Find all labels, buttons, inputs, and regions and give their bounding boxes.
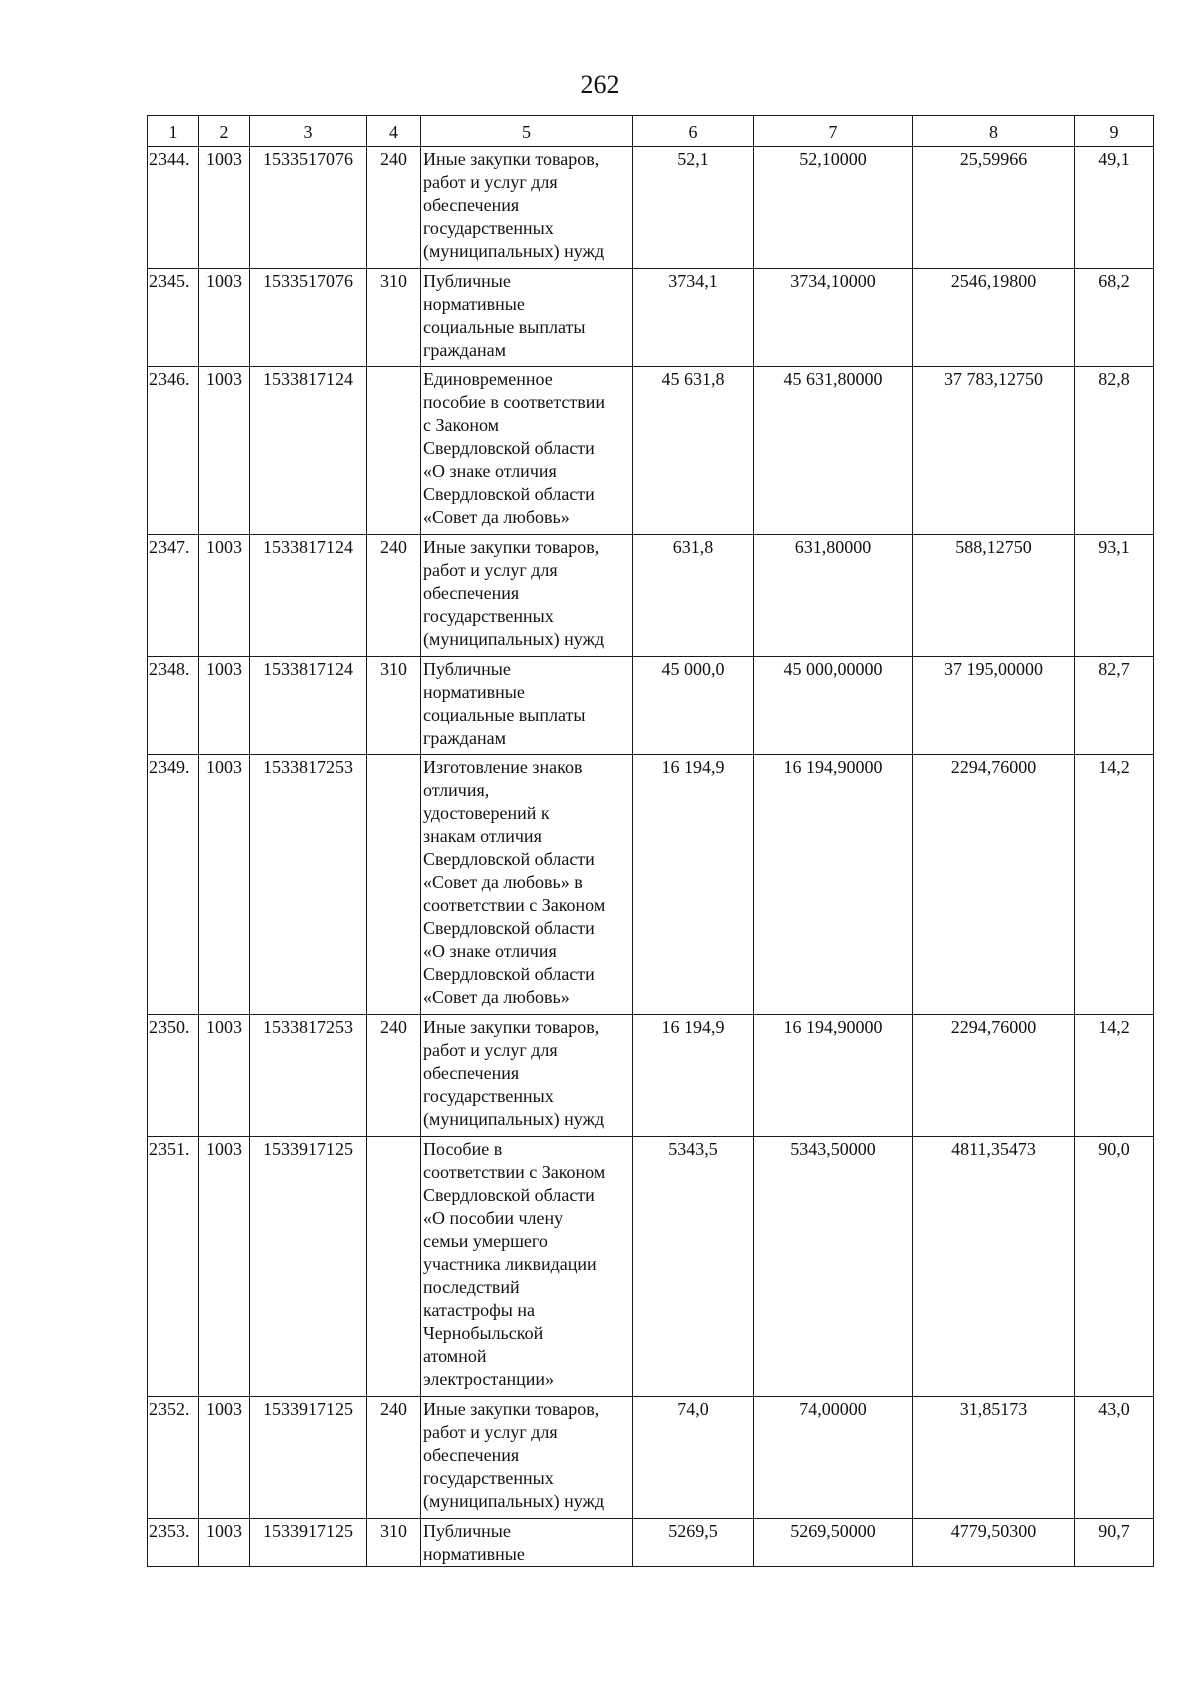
description-cell: Единовременное пособие в соответствии с Законом Свердловской области «О знаке отличия Свердловской области «Совет да любовь» [421, 367, 633, 535]
executed-amount-cell: 2294,76000 [913, 1015, 1075, 1137]
expense-kind-cell: 310 [367, 1519, 421, 1567]
approved-amount-cell: 5269,50000 [754, 1519, 913, 1567]
section-code-cell: 1003 [199, 1015, 250, 1137]
approved-amount-cell: 45 631,80000 [754, 367, 913, 535]
table-row [148, 755, 1154, 1015]
approved-amount-cell: 5343,50000 [754, 1137, 913, 1397]
executed-amount-cell: 37 783,12750 [913, 367, 1075, 535]
expense-kind-cell: 240 [367, 1015, 421, 1137]
description-cell: Иные закупки товаров, работ и услуг для обеспечения государственных (муниципальных) нужд [421, 1397, 633, 1519]
plan-amount-cell: 45 000,0 [633, 657, 754, 755]
column-header: 4 [367, 116, 421, 147]
column-header: 3 [250, 116, 367, 147]
target-article-cell: 1533817253 [250, 755, 367, 1015]
row-number-cell: 2349. [148, 755, 199, 1015]
table-row [148, 269, 1154, 367]
row-number-cell: 2347. [148, 535, 199, 657]
execution-percent-cell: 90,0 [1075, 1137, 1154, 1397]
table-row [148, 1519, 1154, 1567]
execution-percent-cell: 14,2 [1075, 755, 1154, 1015]
column-header: 5 [421, 116, 633, 147]
description-cell: Публичные нормативные социальные выплаты гражданам [421, 269, 633, 367]
target-article-cell: 1533517076 [250, 147, 367, 269]
approved-amount-cell: 3734,10000 [754, 269, 913, 367]
target-article-cell: 1533517076 [250, 269, 367, 367]
description-cell: Пособие в соответствии с Законом Свердловской области «О пособии члену семьи умершего участника ликвидации последствий катастрофы на Чернобыльской атомной электростанции» [421, 1137, 633, 1397]
plan-amount-cell: 5343,5 [633, 1137, 754, 1397]
plan-amount-cell: 631,8 [633, 535, 754, 657]
section-code-cell: 1003 [199, 147, 250, 269]
budget-table [147, 115, 1154, 1567]
execution-percent-cell: 49,1 [1075, 147, 1154, 269]
plan-amount-cell: 16 194,9 [633, 755, 754, 1015]
executed-amount-cell: 25,59966 [913, 147, 1075, 269]
description-cell: Изготовление знаков отличия, удостоверений к знакам отличия Свердловской области «Совет да любовь» в соответствии с Законом Свердловской области «О знаке отличия Свердловской области «Совет да любовь» [421, 755, 633, 1015]
row-number-cell: 2344. [148, 147, 199, 269]
executed-amount-cell: 4779,50300 [913, 1519, 1075, 1567]
section-code-cell: 1003 [199, 755, 250, 1015]
header-row [148, 116, 1154, 147]
table-row [148, 147, 1154, 269]
execution-percent-cell: 82,8 [1075, 367, 1154, 535]
column-header: 7 [754, 116, 913, 147]
executed-amount-cell: 37 195,00000 [913, 657, 1075, 755]
page-number: 262 [580, 70, 620, 99]
execution-percent-cell: 93,1 [1075, 535, 1154, 657]
plan-amount-cell: 3734,1 [633, 269, 754, 367]
target-article-cell: 1533817124 [250, 657, 367, 755]
target-article-cell: 1533817124 [250, 367, 367, 535]
plan-amount-cell: 74,0 [633, 1397, 754, 1519]
approved-amount-cell: 52,10000 [754, 147, 913, 269]
plan-amount-cell: 16 194,9 [633, 1015, 754, 1137]
table-body [148, 147, 1154, 1567]
execution-percent-cell: 68,2 [1075, 269, 1154, 367]
expense-kind-cell: 310 [367, 269, 421, 367]
section-code-cell: 1003 [199, 1137, 250, 1397]
section-code-cell: 1003 [199, 269, 250, 367]
executed-amount-cell: 588,12750 [913, 535, 1075, 657]
executed-amount-cell: 2546,19800 [913, 269, 1075, 367]
execution-percent-cell: 43,0 [1075, 1397, 1154, 1519]
target-article-cell: 1533917125 [250, 1519, 367, 1567]
executed-amount-cell: 31,85173 [913, 1397, 1075, 1519]
description-cell: Иные закупки товаров, работ и услуг для обеспечения государственных (муниципальных) нужд [421, 535, 633, 657]
approved-amount-cell: 16 194,90000 [754, 755, 913, 1015]
column-header: 2 [199, 116, 250, 147]
target-article-cell: 1533817253 [250, 1015, 367, 1137]
expense-kind-cell: 240 [367, 147, 421, 269]
target-article-cell: 1533917125 [250, 1397, 367, 1519]
execution-percent-cell: 14,2 [1075, 1015, 1154, 1137]
column-header: 6 [633, 116, 754, 147]
expense-kind-cell: 240 [367, 535, 421, 657]
column-header: 9 [1075, 116, 1154, 147]
expense-kind-cell: 310 [367, 657, 421, 755]
table-row [148, 367, 1154, 535]
approved-amount-cell: 74,00000 [754, 1397, 913, 1519]
execution-percent-cell: 82,7 [1075, 657, 1154, 755]
row-number-cell: 2348. [148, 657, 199, 755]
target-article-cell: 1533817124 [250, 535, 367, 657]
description-cell: Публичные нормативные социальные выплаты гражданам [421, 657, 633, 755]
section-code-cell: 1003 [199, 1519, 250, 1567]
row-number-cell: 2351. [148, 1137, 199, 1397]
plan-amount-cell: 5269,5 [633, 1519, 754, 1567]
row-number-cell: 2352. [148, 1397, 199, 1519]
execution-percent-cell: 90,7 [1075, 1519, 1154, 1567]
target-article-cell: 1533917125 [250, 1137, 367, 1397]
column-header: 1 [148, 116, 199, 147]
description-cell: Иные закупки товаров, работ и услуг для обеспечения государственных (муниципальных) нужд [421, 147, 633, 269]
description-cell: Публичные нормативные [421, 1519, 633, 1567]
approved-amount-cell: 45 000,00000 [754, 657, 913, 755]
row-number-cell: 2346. [148, 367, 199, 535]
plan-amount-cell: 52,1 [633, 147, 754, 269]
row-number-cell: 2350. [148, 1015, 199, 1137]
description-cell: Иные закупки товаров, работ и услуг для обеспечения государственных (муниципальных) нужд [421, 1015, 633, 1137]
executed-amount-cell: 4811,35473 [913, 1137, 1075, 1397]
table-row [148, 1137, 1154, 1397]
expense-kind-cell [367, 367, 421, 535]
row-number-cell: 2345. [148, 269, 199, 367]
column-header: 8 [913, 116, 1075, 147]
table-row [148, 1015, 1154, 1137]
expense-kind-cell: 240 [367, 1397, 421, 1519]
section-code-cell: 1003 [199, 535, 250, 657]
section-code-cell: 1003 [199, 367, 250, 535]
executed-amount-cell: 2294,76000 [913, 755, 1075, 1015]
expense-kind-cell [367, 1137, 421, 1397]
approved-amount-cell: 16 194,90000 [754, 1015, 913, 1137]
row-number-cell: 2353. [148, 1519, 199, 1567]
table-row [148, 535, 1154, 657]
section-code-cell: 1003 [199, 657, 250, 755]
plan-amount-cell: 45 631,8 [633, 367, 754, 535]
table-row [148, 657, 1154, 755]
table-row [148, 1397, 1154, 1519]
section-code-cell: 1003 [199, 1397, 250, 1519]
approved-amount-cell: 631,80000 [754, 535, 913, 657]
expense-kind-cell [367, 755, 421, 1015]
